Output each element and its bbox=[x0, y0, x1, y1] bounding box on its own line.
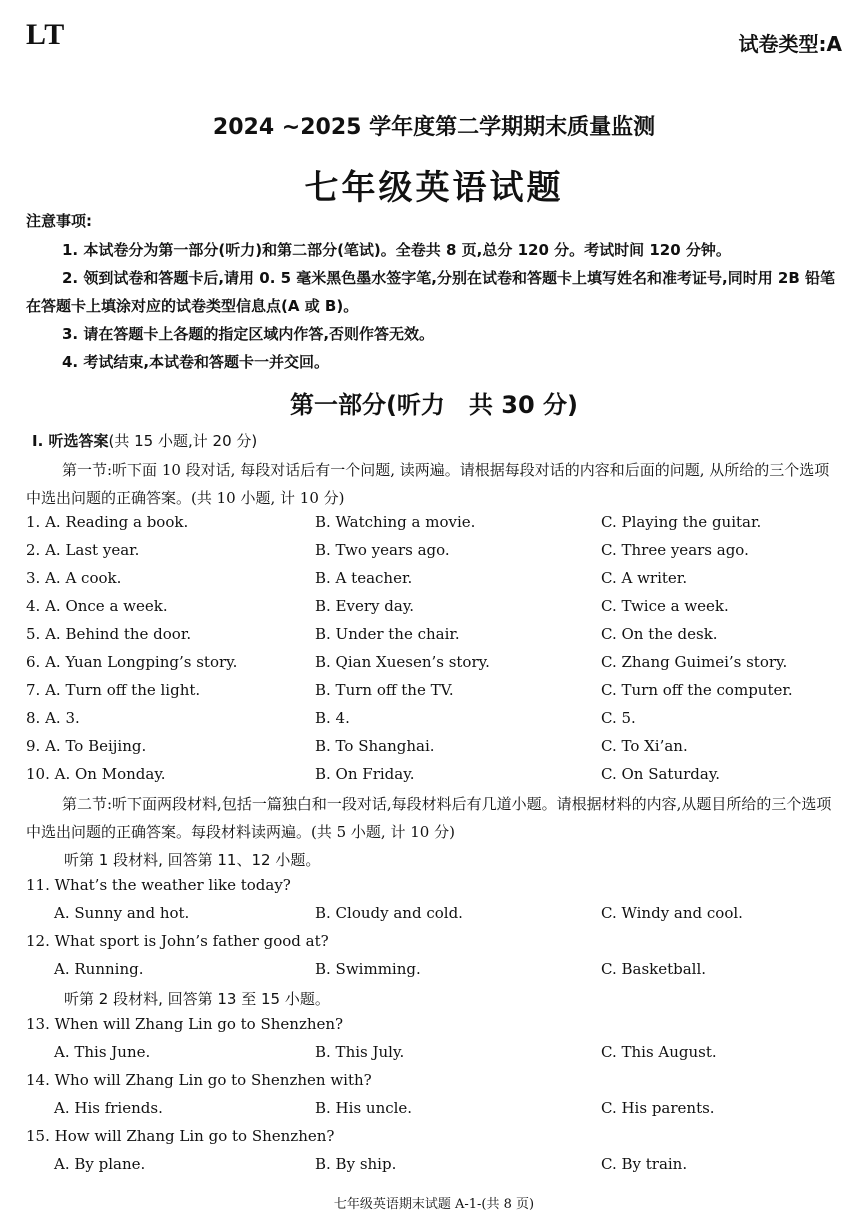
option-a: A. Running. bbox=[54, 960, 144, 978]
page-footer: 七年级英语期末试题 A-1-(共 8 页) bbox=[333, 1197, 535, 1212]
option-a: 10. A. On Monday. bbox=[26, 765, 166, 783]
option-c: C. Three years ago. bbox=[601, 541, 749, 559]
question-row bbox=[0, 625, 868, 653]
option-b: B. By ship. bbox=[315, 1155, 397, 1173]
notice-item: 4. 考试结束,本试卷和答题卡一并交回。 bbox=[62, 353, 330, 371]
option-a: 7. A. Turn off the light. bbox=[26, 681, 201, 699]
part-title: 第一部分(听力 共 30 分) bbox=[289, 391, 579, 419]
option-a: 5. A. Behind the door. bbox=[26, 625, 192, 643]
option-c: C. To Xi’an. bbox=[601, 737, 688, 755]
notice-list bbox=[26, 236, 844, 376]
question-stem: 12. What sport is John’s father good at? bbox=[26, 932, 329, 950]
section-heading-note: (共 15 小题,计 20 分) bbox=[108, 432, 258, 450]
exam-title: 2024 ~2025 学年度第二学期期末质量监测 bbox=[212, 115, 656, 140]
option-b: B. On Friday. bbox=[315, 765, 415, 783]
option-a: 1. A. Reading a book. bbox=[26, 513, 189, 531]
option-a: 4. A. Once a week. bbox=[26, 597, 168, 615]
option-c: C. Twice a week. bbox=[601, 597, 729, 615]
option-b: B. Turn off the TV. bbox=[315, 681, 454, 699]
paper-code: LT bbox=[26, 18, 66, 51]
option-b: B. This July. bbox=[315, 1043, 405, 1061]
question-row bbox=[0, 765, 868, 793]
section-heading bbox=[32, 430, 257, 451]
notice-item: 3. 请在答题卡上各题的指定区域内作答,否则作答无效。 bbox=[62, 325, 435, 343]
material-heading: 听第 2 段材料, 回答第 13 至 15 小题。 bbox=[64, 990, 330, 1008]
question-row bbox=[0, 681, 868, 709]
option-a: A. By plane. bbox=[54, 1155, 146, 1173]
option-b: B. Two years ago. bbox=[315, 541, 450, 559]
material-heading: 听第 1 段材料, 回答第 11、12 小题。 bbox=[64, 851, 321, 869]
question-row bbox=[0, 653, 868, 681]
option-a: 9. A. To Beijing. bbox=[26, 737, 147, 755]
option-a: 2. A. Last year. bbox=[26, 541, 140, 559]
paper-type-label: 试卷类型:A bbox=[738, 32, 842, 56]
option-a: 8. A. 3. bbox=[26, 709, 80, 727]
option-b: B. Cloudy and cold. bbox=[315, 904, 463, 922]
question-stem: 13. When will Zhang Lin go to Shenzhen? bbox=[26, 1015, 344, 1033]
option-b: B. Watching a movie. bbox=[315, 513, 476, 531]
option-a: A. Sunny and hot. bbox=[54, 904, 190, 922]
question-stem: 11. What’s the weather like today? bbox=[26, 876, 291, 894]
notice-item: 2. 领到试卷和答题卡后,请用 0. 5 毫米黑色墨水签字笔,分别在试卷和答题卡上填写姓名和准考证号,同时用 2B 铅笔在答题卡上填涂对应的试卷类型信息点(A 或 B)。 bbox=[26, 269, 836, 315]
option-a: 3. A. A cook. bbox=[26, 569, 122, 587]
option-c: C. A writer. bbox=[601, 569, 688, 587]
question-row bbox=[0, 541, 868, 569]
question-row bbox=[0, 960, 868, 988]
section1-instructions: 第一节:听下面 10 段对话, 每段对话后有一个问题, 读两遍。请根据每段对话的内容和后面的问题, 从所给的三个选项中选出问题的正确答案。(共 10 小题, 计 10 分) bbox=[26, 461, 830, 507]
option-c: C. Zhang Guimei’s story. bbox=[601, 653, 788, 671]
option-c: C. On Saturday. bbox=[601, 765, 721, 783]
question-row bbox=[0, 597, 868, 625]
notice-item: 1. 本试卷分为第一部分(听力)和第二部分(笔试)。全卷共 8 页,总分 120 分。考试时间 120 分钟。 bbox=[62, 241, 731, 259]
option-b: B. 4. bbox=[315, 709, 350, 727]
question-row bbox=[0, 1099, 868, 1127]
option-b: B. To Shanghai. bbox=[315, 737, 435, 755]
option-c: C. Windy and cool. bbox=[601, 904, 743, 922]
option-b: B. Under the chair. bbox=[315, 625, 460, 643]
option-b: B. A teacher. bbox=[315, 569, 413, 587]
exam-subject-title: 七年级英语试题 bbox=[304, 168, 564, 208]
option-a: 6. A. Yuan Longping’s story. bbox=[26, 653, 238, 671]
question-row bbox=[0, 709, 868, 737]
option-c: C. This August. bbox=[601, 1043, 717, 1061]
option-a: A. This June. bbox=[54, 1043, 151, 1061]
option-b: B. Swimming. bbox=[315, 960, 421, 978]
option-c: C. Turn off the computer. bbox=[601, 681, 793, 699]
question-row bbox=[0, 1043, 868, 1071]
option-b: B. His uncle. bbox=[315, 1099, 413, 1117]
option-c: C. Playing the guitar. bbox=[601, 513, 762, 531]
option-c: C. By train. bbox=[601, 1155, 688, 1173]
option-c: C. On the desk. bbox=[601, 625, 718, 643]
section-heading-label: Ⅰ. 听选答案 bbox=[32, 432, 109, 450]
question-row bbox=[0, 1155, 868, 1183]
question-row bbox=[0, 904, 868, 932]
option-a: A. His friends. bbox=[54, 1099, 163, 1117]
option-b: B. Qian Xuesen’s story. bbox=[315, 653, 490, 671]
option-b: B. Every day. bbox=[315, 597, 415, 615]
notice-heading: 注意事项: bbox=[26, 212, 92, 230]
option-c: C. Basketball. bbox=[601, 960, 707, 978]
question-stem: 15. How will Zhang Lin go to Shenzhen? bbox=[26, 1127, 335, 1145]
question-row bbox=[0, 569, 868, 597]
question-row bbox=[0, 737, 868, 765]
option-c: C. His parents. bbox=[601, 1099, 715, 1117]
option-c: C. 5. bbox=[601, 709, 636, 727]
question-stem: 14. Who will Zhang Lin go to Shenzhen with? bbox=[26, 1071, 372, 1089]
section2-instructions: 第二节:听下面两段材料,包括一篇独白和一段对话,每段材料后有几道小题。请根据材料的内容,从题目所给的三个选项中选出问题的正确答案。每段材料读两遍。(共 5 小题, 计 10 分) bbox=[26, 795, 832, 841]
question-row bbox=[0, 513, 868, 541]
